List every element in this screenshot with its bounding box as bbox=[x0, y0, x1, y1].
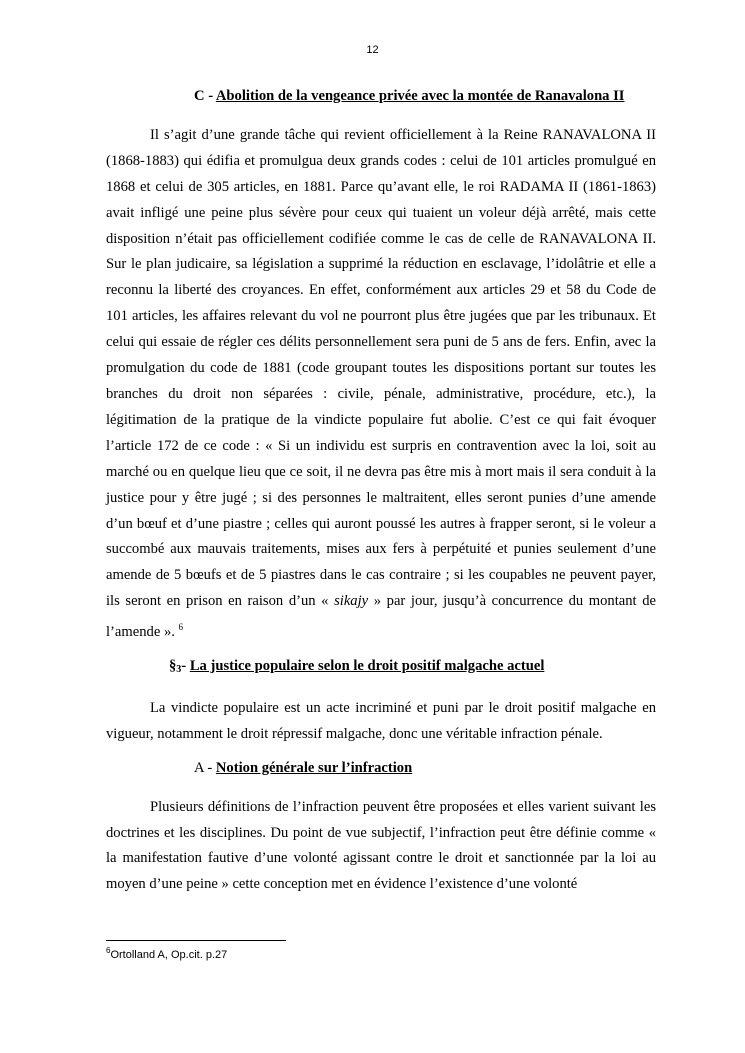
paragraph-1-text: Il s’agit d’une grande tâche qui revient officiellement à la Reine RANAVALONA II (1868-1883) qui édifia et promulgua deux grands codes : celui de 101 articles promulgué en 1868 et celui de 305 articles, en 1881. Parce qu’avant elle, le roi RADAMA II (1861-1863) avait infligé une peine plus sévère pour ceux qui tuaient un voleur déjà arrêté, mais cette disposition n’était pas officiellement codifiée comme le cas de celle de RANAVALONA II. Sur le plan judicaire, sa législation a supprimé la réduction en esclavage, l’idolâtrie et elle a reconnu la liberté des croyances. En effet, conformément aux articles 29 et 58 du Code de 101 articles, les affaires relevant du vol ne pourront plus être jugées que par les tribunaux. Et celui qui essaie de régler ces délits personnellement sera puni de 5 ans de fers. Enfin, avec la promulgation du code de 1881 (code groupant toutes les dispositions portant sur toutes les branches du droit non séparées : civile, pénale, administrative, procédure, etc.), la légitimation de la pratique de la vindicte populaire fut abolie. C’est ce qui fait évoquer l’article 172 de ce code : « Si un individu est surpris en contravention avec la loi, soit au marché ou en quelque lieu que ce soit, il ne devra pas être mis à mort mais il sera conduit à la justice pour y être jugé ; si des personnes le maltraitent, elles seront punies d’une amende d’un bœuf et d’une piastre ; celles qui auront poussé les autres à frapper seront, si le voleur a succombé aux mauvais traitements, mises aux fers à perpétuité et punies seulement d’une amende de 5 bœufs et de 5 piastres dans le cas contraire ; si les coupables ne peuvent payer, ils seront en prison en raison d’un « bbox=[106, 126, 656, 610]
page-body bbox=[106, 84, 656, 906]
page-number: 12 bbox=[366, 44, 379, 56]
section-3-dash: - bbox=[181, 658, 190, 675]
footnote-reference: 6 bbox=[178, 622, 184, 633]
section-a-prefix: A - bbox=[194, 759, 216, 776]
paragraph-vindicte: La vindicte populaire est un acte incriminé et puni par le droit positif malgache en vigueur, notamment le droit répressif malgache, donc une véritable infraction pénale. bbox=[106, 699, 656, 742]
paragraph-1-tail: » par jour, jusqu’à concurrence du montant de l’amende ». bbox=[106, 593, 656, 641]
paragraph-ranavalona bbox=[106, 123, 656, 646]
footnote-divider bbox=[106, 940, 286, 941]
footnote-number: 6 bbox=[106, 946, 111, 955]
section-3-heading bbox=[106, 654, 656, 683]
paragraph-1-italic-word: sikajy bbox=[334, 593, 369, 610]
section-3-number: 3 bbox=[176, 664, 182, 676]
paragraph-infraction: Plusieurs définitions de l’infraction peuvent être proposées et elles varient suivant les doctrines et les disciplines. Du point de vue subjectif, l’infraction peut être définie comme « la manifestation fautive d’une volonté agissant contre le droit et sanctionnée par la loi au moyen d’une peine » cette conception met en évidence l’existence d’une volonté bbox=[106, 798, 656, 893]
section-3-title: La justice populaire selon le droit positif malgache actuel bbox=[189, 658, 545, 675]
section-3-prefix: § bbox=[169, 658, 177, 675]
section-a-heading bbox=[106, 756, 656, 782]
section-c-prefix: C - bbox=[194, 88, 216, 104]
section-c-heading bbox=[106, 84, 656, 110]
section-c-title: Abolition de la vengeance privée avec la montée de Ranavalona II bbox=[215, 88, 625, 104]
footnote bbox=[106, 946, 227, 961]
section-a-title: Notion générale sur l’infraction bbox=[215, 759, 413, 776]
footnote-text: Ortolland A, Op.cit. p.27 bbox=[110, 949, 228, 961]
